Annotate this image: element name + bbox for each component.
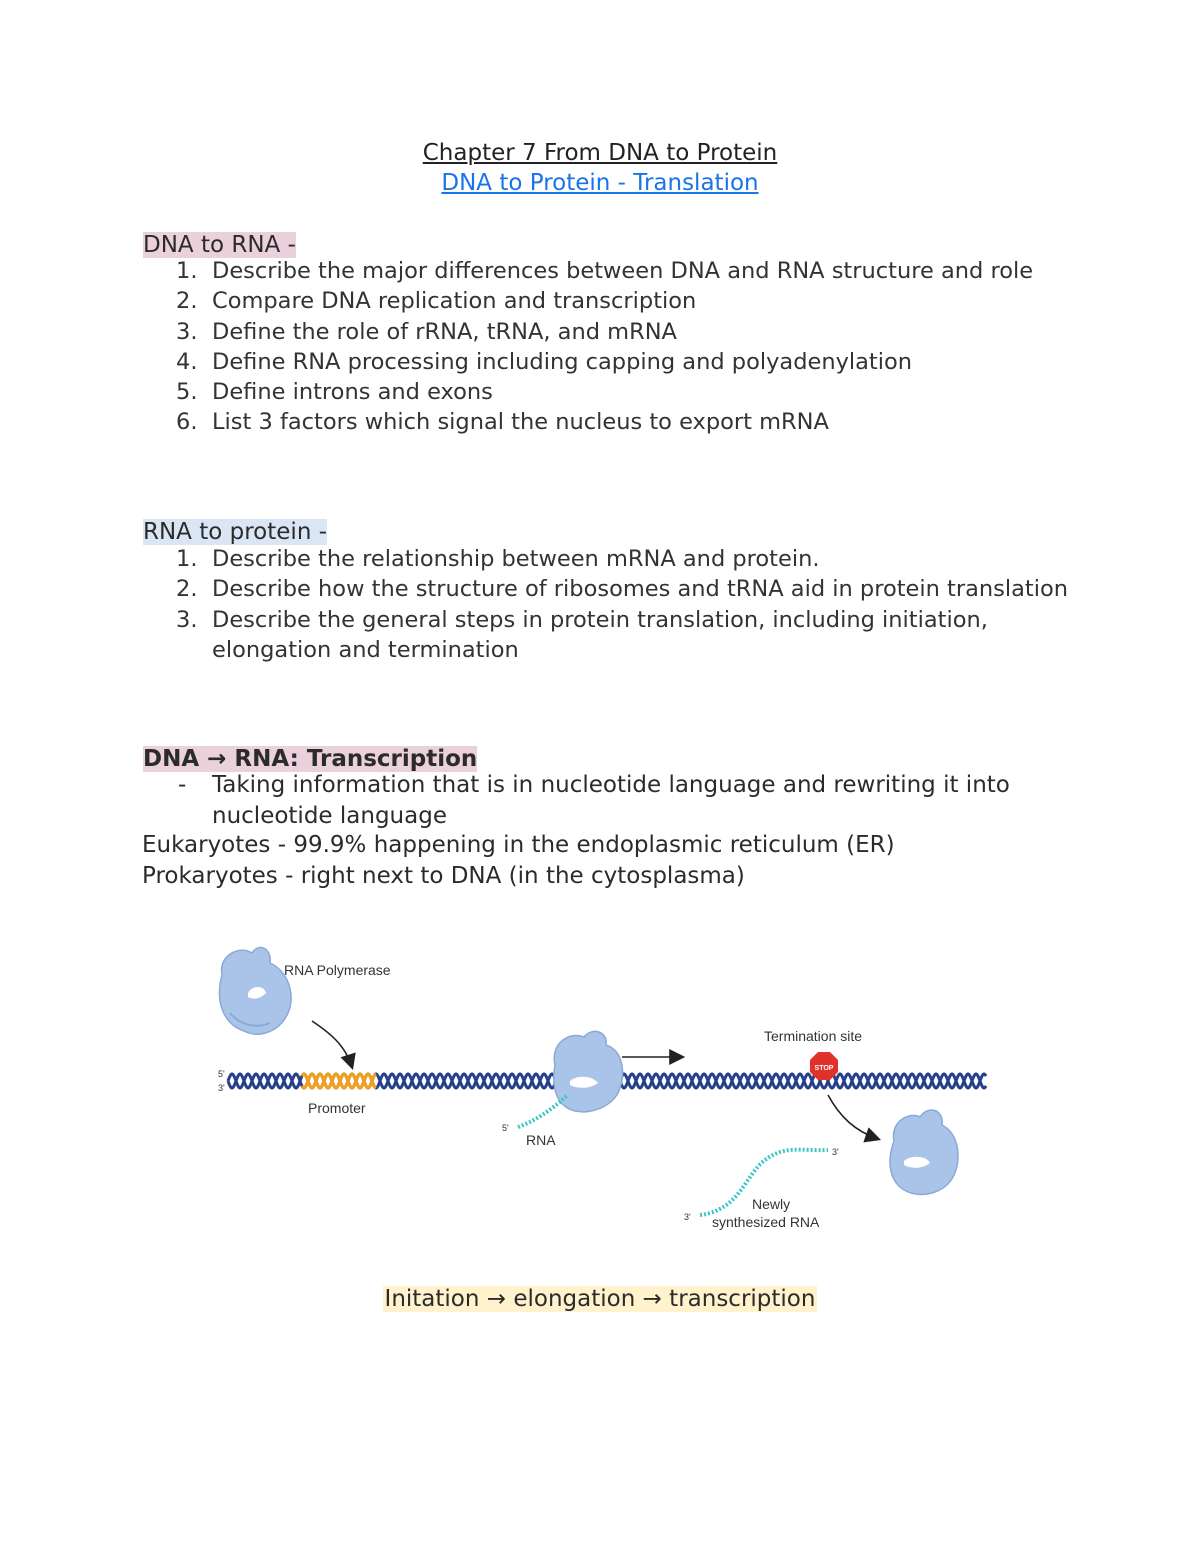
newly-label: Newly: [752, 1196, 791, 1212]
section-heading-dna-to-rna: DNA to RNA -: [143, 232, 296, 258]
list-item: 1. Describe the major differences between DNA and RNA structure and role: [176, 258, 1034, 284]
list-item: 3. Describe the general steps in protein translation, including initiation, elongation and termination: [176, 606, 988, 663]
list-item: 1. Describe the relationship between mRNA and protein.: [176, 546, 820, 572]
section-heading-transcription: DNA → RNA: Transcription: [143, 746, 478, 772]
prokaryotes-line: Prokaryotes - right next to DNA (in the cytosplasma): [142, 863, 745, 889]
synthesized-rna-label: synthesized RNA: [712, 1214, 820, 1230]
eukaryotes-line: Eukaryotes - 99.9% happening in the endoplasmic reticulum (ER): [142, 832, 895, 858]
list-item: 2. Describe how the structure of ribosomes and tRNA aid in protein translation: [176, 576, 1069, 603]
new-rna-3prime-right-label: 3': [832, 1147, 839, 1157]
transcription-bullet: - Taking information that is in nucleotide language and rewriting it into nucleotide language: [178, 772, 1010, 829]
promoter-label: Promoter: [308, 1100, 366, 1116]
page-title: Chapter 7 From DNA to Protein: [422, 140, 778, 166]
rna-label: RNA: [526, 1132, 556, 1148]
rna-5prime-label: 5': [502, 1123, 509, 1133]
rna-polymerase-label: RNA Polymerase: [284, 962, 391, 978]
released-polymerase-icon: [890, 1110, 958, 1194]
termination-site-label: Termination site: [764, 1028, 863, 1044]
list-item: 2. Compare DNA replication and transcription: [176, 288, 697, 315]
list-item: 6. List 3 factors which signal the nucleus to export mRNA: [176, 409, 829, 436]
objectives-list-dna-to-rna: [172, 256, 1072, 438]
svg-text:STOP: STOP: [814, 1065, 834, 1072]
process-summary: Initation → elongation → transcription: [384, 1286, 816, 1312]
strand-3prime-label: 3': [218, 1083, 225, 1093]
list-item: 3. Define the role of rRNA, tRNA, and mRNA: [176, 318, 677, 345]
section-heading-rna-to-protein: RNA to protein -: [143, 519, 327, 545]
rna-polymerase-icon: [219, 948, 291, 1035]
release-arrow-icon: [828, 1095, 878, 1139]
list-item: 4. Define RNA processing including capping and polyadenylation: [176, 348, 913, 375]
translation-link[interactable]: DNA to Protein - Translation: [441, 170, 759, 196]
transcription-diagram: [200, 935, 1000, 1245]
new-rna-3prime-left-label: 3': [684, 1212, 691, 1222]
stop-sign-icon: [810, 1052, 838, 1080]
list-item: 5. Define introns and exons: [176, 379, 493, 406]
strand-5prime-label: 5': [218, 1069, 225, 1079]
binding-arrow-icon: [312, 1021, 352, 1067]
objectives-list-rna-to-protein: [172, 544, 1072, 665]
